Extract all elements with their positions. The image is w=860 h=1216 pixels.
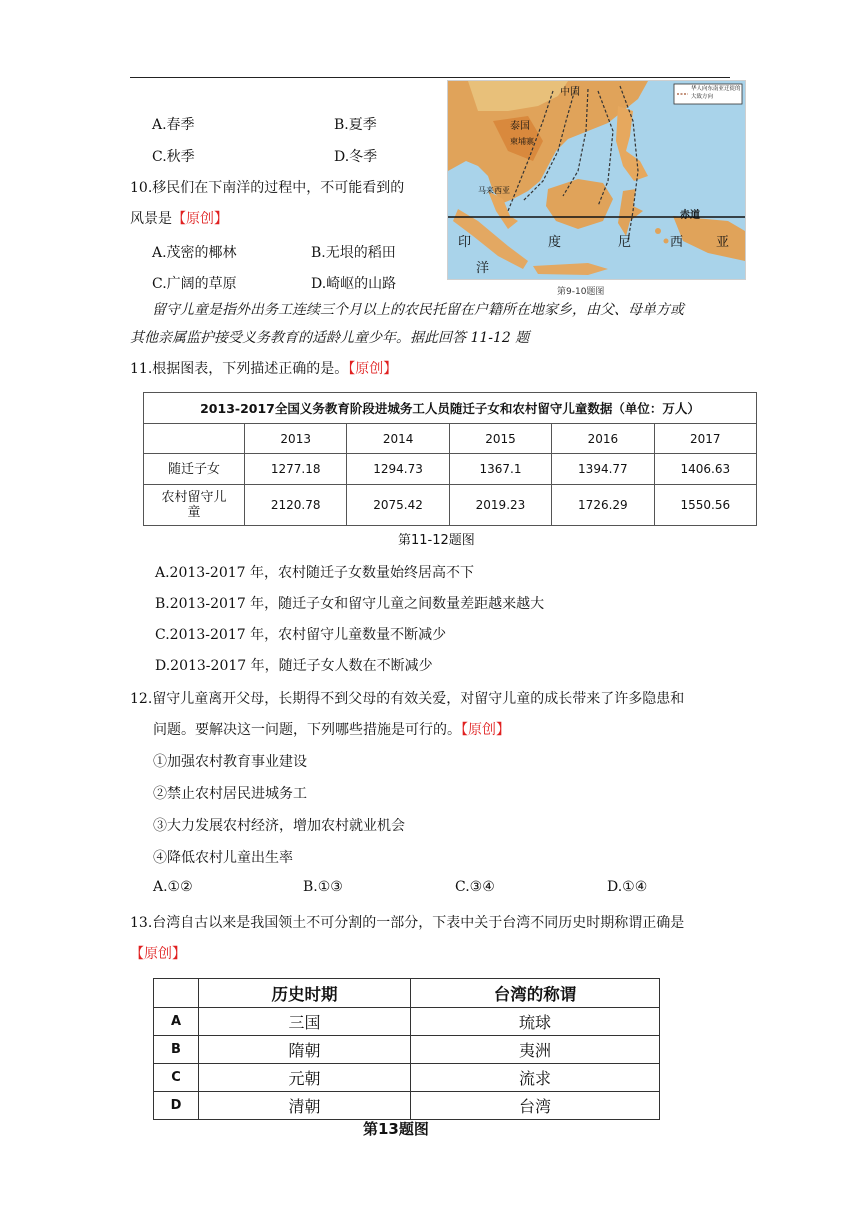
table-row [144, 485, 757, 526]
table2-period: 三国 [199, 1008, 411, 1036]
table1-corner [144, 424, 245, 454]
map-label-indonesia-1: 印 [458, 235, 472, 250]
table-row [154, 1092, 660, 1120]
table-row [154, 1064, 660, 1092]
table-row [154, 1036, 660, 1064]
table1-title: 2013-2017全国义务教育阶段进城务工人员随迁子女和农村留守儿童数据（单位：万人） [144, 393, 757, 424]
q10-option-c[interactable]: C.广阔的草原 [152, 276, 237, 292]
table2-name: 流求 [411, 1064, 660, 1092]
table2-head-name: 台湾的称谓 [411, 979, 660, 1008]
table1-cell: 1294.73 [347, 454, 449, 485]
table2-head-period: 历史时期 [199, 979, 411, 1008]
table1-cell: 1726.29 [552, 485, 654, 526]
table1-year: 2015 [449, 424, 551, 454]
table2-period: 清朝 [199, 1092, 411, 1120]
q12-option-b[interactable]: B.①③ [303, 879, 343, 895]
table2-key: A [154, 1008, 199, 1036]
table1-row-label: 随迁子女 [144, 454, 245, 485]
map-label-china: 中国 [560, 87, 580, 98]
table-row [144, 454, 757, 485]
table2-name: 琉球 [411, 1008, 660, 1036]
q10-option-a[interactable]: A.茂密的椰林 [152, 245, 237, 261]
migrant-children-table [143, 392, 757, 526]
map-drawing [448, 81, 745, 279]
table1-cell: 1367.1 [449, 454, 551, 485]
table2-name: 夷洲 [411, 1036, 660, 1064]
passage-line2: 其他亲属监护接受义务教育的适龄儿童少年。据此回答 11-12 题 [130, 330, 530, 346]
table2-key: C [154, 1064, 199, 1092]
q10-tag: 【原创】 [172, 211, 228, 227]
q11-option-b[interactable]: B.2013-2017 年，随迁子女和留守儿童之间数量差距越来越大 [155, 596, 545, 612]
q12-tag: 【原创】 [461, 722, 510, 738]
q13-stem: 13.台湾自古以来是我国领土不可分割的一部分，下表中关于台湾不同历史时期称谓正确是 [130, 915, 685, 931]
map-label-indonesia-4: 西 [670, 235, 684, 250]
table2-corner [154, 979, 199, 1008]
table1-year: 2013 [245, 424, 347, 454]
passage-line1: 留守儿童是指外出务工连续三个月以上的农民托留在户籍所在地家乡，由父、母单方或 [152, 302, 684, 318]
q10-stem-line2: 风景是【原创】 [130, 211, 228, 227]
table1-row-label: 农村留守儿 童 [144, 485, 245, 526]
map-label-cambodia: 柬埔寨 [510, 137, 534, 146]
table1-cell: 2019.23 [449, 485, 551, 526]
q12-option-c[interactable]: C.③④ [455, 879, 495, 895]
q12-stem-line1: 12.留守儿童离开父母，长期得不到父母的有效关爱，对留守儿童的成长带来了许多隐患和 [130, 691, 685, 707]
q10-option-d[interactable]: D.崎岖的山路 [311, 276, 397, 292]
table1-cell: 2075.42 [347, 485, 449, 526]
taiwan-names-table [153, 978, 660, 1120]
q11-option-c[interactable]: C.2013-2017 年，农村留守儿童数量不断减少 [155, 627, 447, 643]
q12-item: ①加强农村教育事业建设 [153, 754, 307, 770]
q12-item: ④降低农村儿童出生率 [153, 850, 293, 866]
table2-name: 台湾 [411, 1092, 660, 1120]
table2-key: D [154, 1092, 199, 1120]
table1-caption: 第11-12题图 [398, 533, 475, 548]
header-rule [130, 77, 730, 78]
q12-item: ③大力发展农村经济，增加农村就业机会 [153, 818, 405, 834]
q11-option-d[interactable]: D.2013-2017 年，随迁子女人数在不断减少 [155, 658, 433, 674]
map-label-indonesia-5: 亚 [716, 235, 730, 250]
q10-option-b[interactable]: B.无垠的稻田 [311, 245, 396, 261]
table1-year: 2017 [654, 424, 756, 454]
map-label-malaysia: 马来西亚 [478, 186, 510, 195]
map-label-ocean: 洋 [476, 261, 490, 276]
table-row [154, 1008, 660, 1036]
table1-cell: 1550.56 [654, 485, 756, 526]
q11-stem: 11.根据图表，下列描述正确的是。【原创】 [130, 361, 398, 377]
table1-cell: 1394.77 [552, 454, 654, 485]
table1-cell: 2120.78 [245, 485, 347, 526]
map-label-indonesia-2: 度 [548, 235, 562, 250]
table1-year: 2016 [552, 424, 654, 454]
map-label-indonesia-3: 尼 [618, 235, 632, 250]
q9-option-c[interactable]: C.秋季 [152, 149, 195, 165]
q10-stem-line1: 10.移民们在下南洋的过程中，不可能看到的 [130, 180, 405, 196]
q11-option-a[interactable]: A.2013-2017 年，农村随迁子女数量始终居高不下 [155, 565, 474, 581]
q9-option-a[interactable]: A.春季 [152, 117, 195, 133]
southeast-asia-map [447, 80, 746, 280]
q12-stem-line2: 问题。要解决这一问题，下列哪些措施是可行的。【原创】 [153, 722, 510, 738]
q11-tag: 【原创】 [348, 361, 398, 377]
table1-year: 2014 [347, 424, 449, 454]
map-label-equator: 赤道 [680, 210, 700, 221]
q12-item: ②禁止农村居民进城务工 [153, 786, 307, 802]
table1-cell: 1277.18 [245, 454, 347, 485]
table2-period: 隋朝 [199, 1036, 411, 1064]
table1-cell: 1406.63 [654, 454, 756, 485]
table2-caption: 第13题图 [363, 1120, 429, 1138]
map-label-thailand: 泰国 [510, 121, 530, 132]
q9-option-d[interactable]: D.冬季 [334, 149, 378, 165]
table2-period: 元朝 [199, 1064, 411, 1092]
q12-option-d[interactable]: D.①④ [607, 879, 648, 895]
map-legend-text: 华人向东南亚迁徙的大致方向 [691, 86, 741, 100]
table2-key: B [154, 1036, 199, 1064]
q9-option-b[interactable]: B.夏季 [334, 117, 377, 133]
q13-tag: 【原创】 [130, 946, 186, 962]
map-caption: 第9-10题图 [557, 287, 605, 297]
q12-option-a[interactable]: A.①② [153, 879, 193, 895]
